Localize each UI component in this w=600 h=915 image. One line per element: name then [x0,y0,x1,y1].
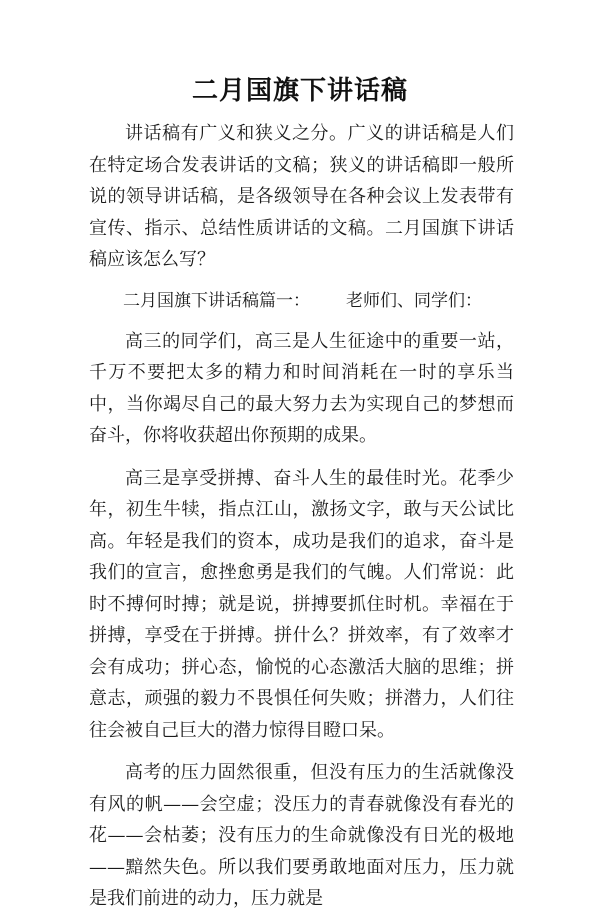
paragraph-gap [89,315,514,326]
paragraph-gap [89,452,514,463]
greeting: 老师们、同学们： [346,290,482,311]
section-label: 二月国旗下讲话稿篇一： [123,290,310,311]
body-paragraph-1: 高三的同学们，高三是人生征途中的重要一站，千万不要把太多的精力和时间消耗在一时的享乐当中，当你竭尽自己的最大努力去为实现自己的梦想而奋斗，你将收获超出你预期的成果。 [89,330,514,446]
section-heading-line [89,287,514,315]
body-paragraph-2: 高三是享受拼搏、奋斗人生的最佳时光。花季少年，初生牛犊，指点江山，激扬文字，敢与天公试比高。年轻是我们的资本，成功是我们的追求，奋斗是我们的宣言，愈挫愈勇是我们的气魄。人们常说：此时不搏何时搏；就是说，拼搏要抓住时机。幸福在于拼搏，享受在于拼搏。拼什么？拼效率，有了效率才会有成功；拼心态，愉悦的心态激活大脑的思维；拼意志，顽强的毅力不畏惧任何失败；拼潜力，人们往往会被自己巨大的潜力惊得目瞪口呆。 [89,467,514,741]
document-title: 二月国旗下讲话稿 [191,76,408,106]
paragraph-gap [89,276,514,287]
intro-paragraph: 讲话稿有广义和狭义之分。广义的讲话稿是人们在特定场合发表讲话的文稿；狭义的讲话稿即一般所说的领导讲话稿，是各级领导在各种会议上发表带有宣传、指示、总结性质讲话的文稿。二月国旗下讲话稿应该怎么写？ [89,123,514,270]
body-paragraph-3: 高考的压力固然很重，但没有压力的生活就像没有风的帆——会空虚；没压力的青春就像没有春光的花——会枯萎；没有压力的生命就像没有日光的极地——黯然失色。所以我们要勇敢地面对压力，压力就是我们前进的动力，压力就是 [89,762,514,909]
paragraph-gap [89,746,514,757]
document-body [89,118,514,915]
